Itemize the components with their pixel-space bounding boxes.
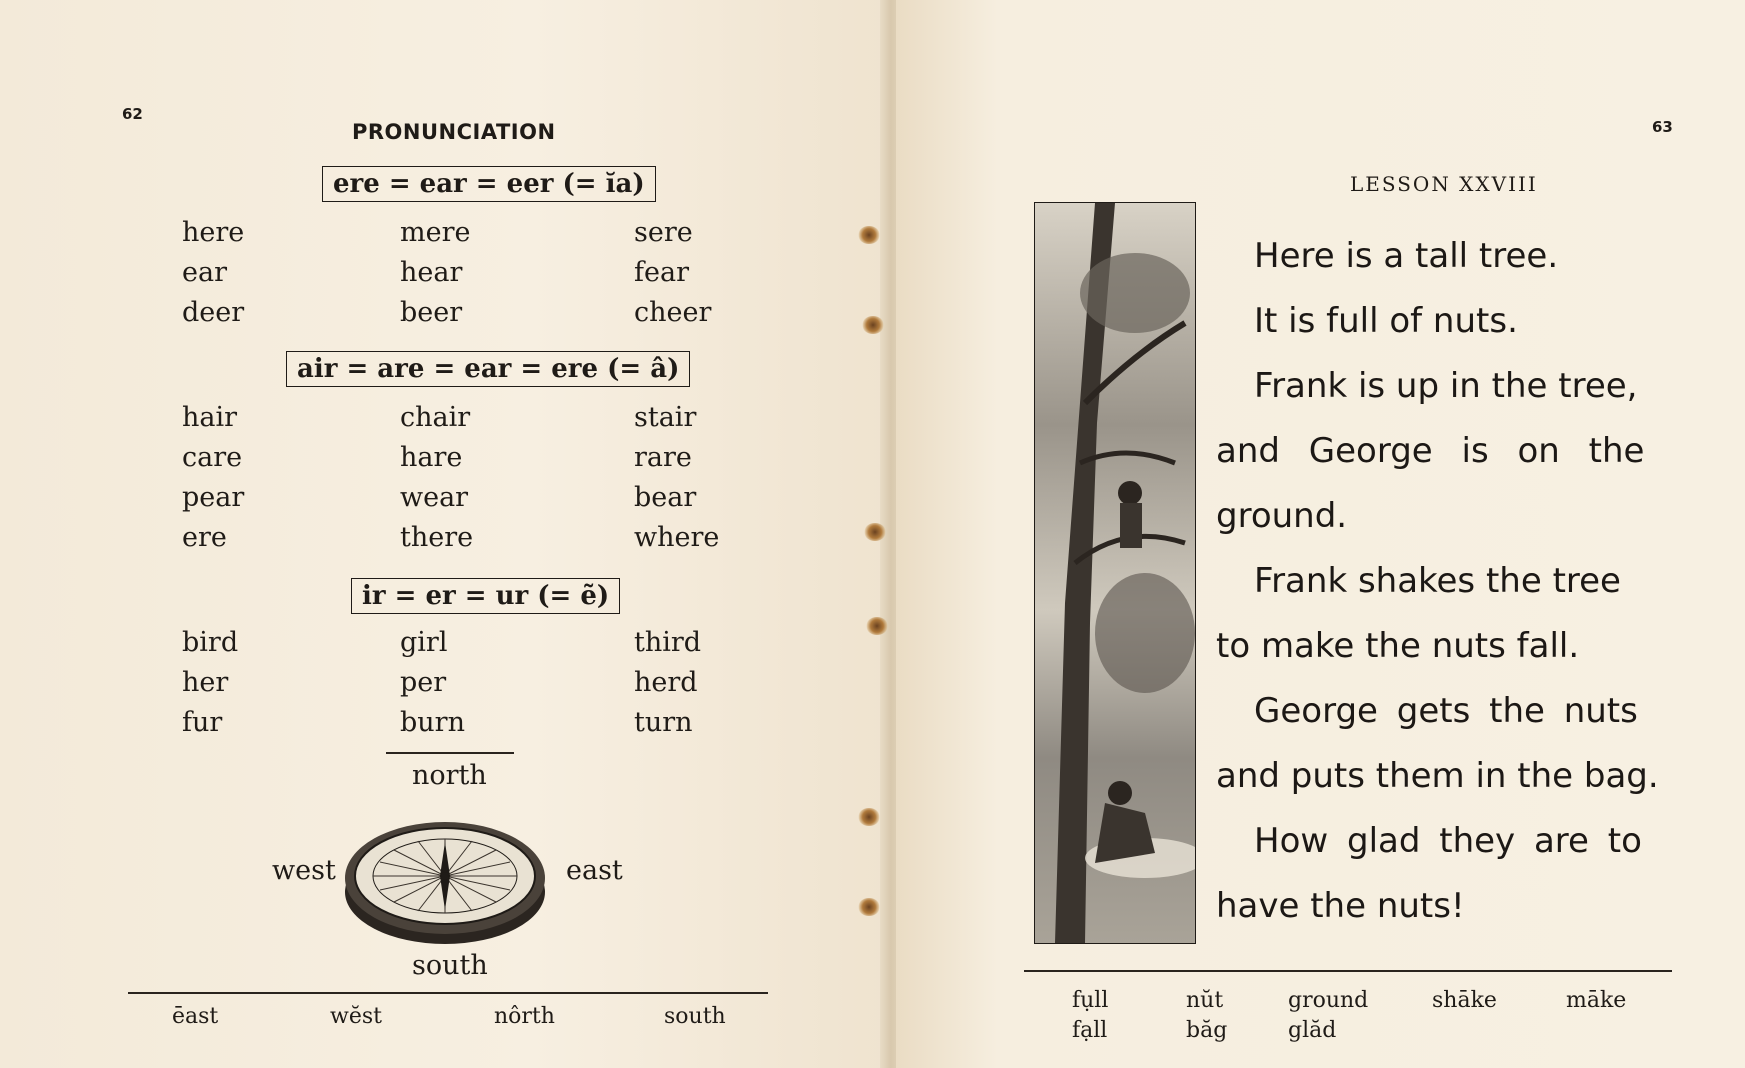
word: hear (400, 257, 463, 288)
lesson-title: LESSON XXVIII (1350, 172, 1538, 196)
word: fur (182, 707, 223, 738)
compass-north-label: north (412, 760, 487, 791)
page-heading: PRONUNCIATION (352, 120, 556, 144)
word: pear (182, 482, 245, 513)
illustration-boys-nut-tree (1034, 202, 1196, 944)
compass-south-label: south (412, 950, 488, 981)
story-line: have the nuts! (1216, 886, 1465, 926)
compass-west-label: west (272, 855, 336, 886)
right-page (896, 0, 1745, 1068)
word: fear (634, 257, 689, 288)
story-line: It is full of nuts. (1254, 301, 1518, 341)
rule-box-air: air = are = ear = ere (= â) (286, 351, 690, 387)
stitch-hole (858, 898, 880, 916)
word: where (634, 522, 720, 553)
word: hair (182, 402, 238, 433)
key-divider (128, 992, 768, 994)
key-word: glăd (1288, 1018, 1337, 1043)
stitch-hole (862, 316, 884, 334)
story-line: to make the nuts fall. (1216, 626, 1580, 666)
story-line: and puts them in the bag. (1216, 756, 1659, 796)
page-number-right: 63 (1652, 118, 1673, 136)
tree-illustration-icon (1035, 203, 1195, 943)
page-number-left: 62 (122, 105, 143, 123)
stitch-hole (858, 808, 880, 826)
word: there (400, 522, 474, 553)
story-line: How glad they are to (1254, 821, 1642, 861)
word: bear (634, 482, 697, 513)
stitch-hole (858, 226, 880, 244)
compass-icon (340, 800, 550, 950)
word: sere (634, 217, 693, 248)
story-line: Here is a tall tree. (1254, 236, 1559, 276)
word: rare (634, 442, 692, 473)
key-word: ēast (172, 1004, 219, 1029)
key-word: south (664, 1004, 726, 1029)
key-word: māke (1566, 988, 1627, 1013)
word: turn (634, 707, 693, 738)
key-divider-right (1024, 970, 1672, 972)
word: per (400, 667, 447, 698)
key-word: shāke (1432, 988, 1497, 1013)
word: ere (182, 522, 227, 553)
word: chair (400, 402, 471, 433)
key-word: fụll (1072, 988, 1109, 1013)
rule-box-ere: ere = ear = eer (= ĭa) (322, 166, 656, 202)
word: here (182, 217, 245, 248)
key-word: nôrth (494, 1004, 555, 1029)
word: third (634, 627, 702, 658)
word: herd (634, 667, 698, 698)
word: mere (400, 217, 471, 248)
key-word: băg (1186, 1018, 1228, 1043)
word: her (182, 667, 229, 698)
key-word: ground (1288, 988, 1369, 1013)
compass-east-label: east (566, 855, 623, 886)
key-word: fạll (1072, 1018, 1108, 1043)
word: stair (634, 402, 697, 433)
story-line: ground. (1216, 496, 1348, 536)
word: beer (400, 297, 463, 328)
story-line: Frank shakes the tree (1254, 561, 1621, 601)
stitch-hole (866, 617, 888, 635)
rule-box-ir: ir = er = ur (= ẽ) (351, 578, 620, 614)
story-line: Frank is up in the tree, (1254, 366, 1638, 406)
word: hare (400, 442, 463, 473)
word: bird (182, 627, 239, 658)
word: wear (400, 482, 469, 513)
short-divider (386, 752, 514, 754)
word: ear (182, 257, 227, 288)
key-word: wĕst (330, 1004, 382, 1029)
stitch-hole (864, 523, 886, 541)
word: girl (400, 627, 448, 658)
key-word: nŭt (1186, 988, 1224, 1013)
story-line: George gets the nuts (1254, 691, 1638, 731)
story-line: and George is on the (1216, 431, 1645, 471)
word: cheer (634, 297, 712, 328)
word: deer (182, 297, 245, 328)
word: burn (400, 707, 465, 738)
word: care (182, 442, 243, 473)
